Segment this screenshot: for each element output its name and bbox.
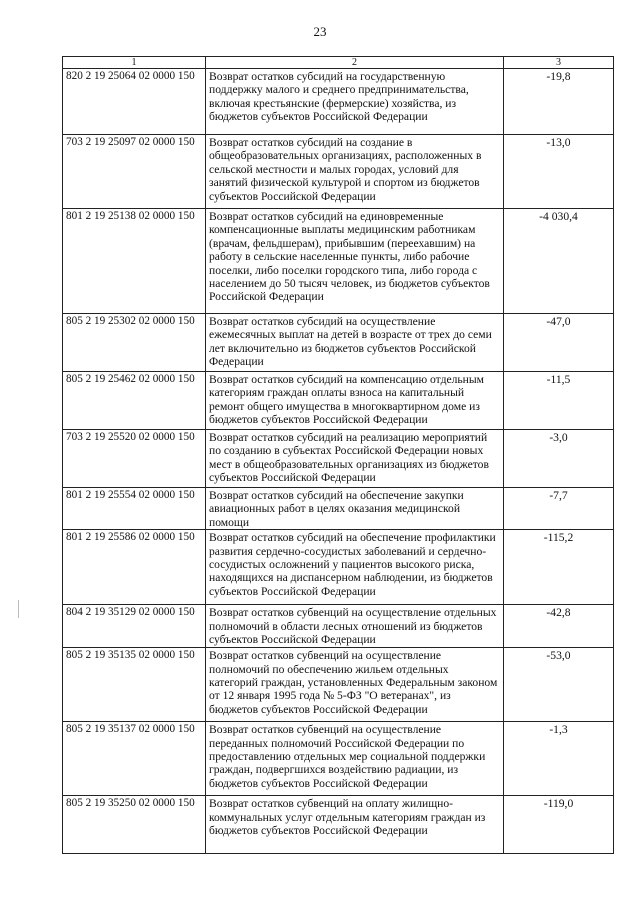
table-row bbox=[63, 430, 614, 488]
budget-table bbox=[62, 56, 614, 854]
scan-margin-mark bbox=[18, 600, 19, 618]
table-row bbox=[63, 69, 614, 135]
row-description: Возврат остатков субсидий на обеспечение закупки авиационных работ в целях оказания медицинской помощи bbox=[206, 488, 504, 530]
row-amount: -7,7 bbox=[504, 488, 614, 530]
budget-code: 801 2 19 25554 02 0000 150 bbox=[63, 488, 206, 530]
table-row bbox=[63, 135, 614, 209]
column-header-description: 2 bbox=[206, 57, 504, 69]
row-amount: -19,8 bbox=[504, 69, 614, 135]
budget-code: 801 2 19 25138 02 0000 150 bbox=[63, 209, 206, 314]
row-description: Возврат остатков субсидий на обеспечение профилактики развития сердечно-сосудистых заболеваний и сердечно-сосудистых осложнений у пациентов высокого риска, находящихся на диспансерном наблюдении, из бюджетов субъектов Российской Федерации bbox=[206, 530, 504, 605]
table-row bbox=[63, 796, 614, 854]
row-description: Возврат остатков субсидий на единовременные компенсационные выплаты медицинским работникам (врачам, фельдшерам), прибывшим (переехавшим) на работу в сельские населенные пункты, либо рабочие поселки, либо поселки городского типа, либо города с населением до 50 тысяч человек, из бюджетов субъектов Российской Федерации bbox=[206, 209, 504, 314]
row-amount: -42,8 bbox=[504, 605, 614, 648]
row-amount: -115,2 bbox=[504, 530, 614, 605]
header-row bbox=[63, 57, 614, 69]
row-description: Возврат остатков субвенций на оплату жилищно-коммунальных услуг отдельным категориям граждан из бюджетов субъектов Российской Федерации bbox=[206, 796, 504, 854]
table-row bbox=[63, 372, 614, 430]
budget-code: 804 2 19 35129 02 0000 150 bbox=[63, 605, 206, 648]
budget-code: 703 2 19 25097 02 0000 150 bbox=[63, 135, 206, 209]
table-row bbox=[63, 722, 614, 796]
table-row bbox=[63, 530, 614, 605]
row-description: Возврат остатков субвенций на осуществление отдельных полномочий в области лесных отношений из бюджетов субъектов Российской Федерации bbox=[206, 605, 504, 648]
column-header-amount: 3 bbox=[504, 57, 614, 69]
table-row bbox=[63, 648, 614, 722]
column-header-code: 1 bbox=[63, 57, 206, 69]
row-description: Возврат остатков субсидий на создание в общеобразовательных организациях, расположенных в сельской местности и малых городах, условий для занятий физической культурой и спортом из бюджетов субъектов Российской Федерации bbox=[206, 135, 504, 209]
row-amount: -1,3 bbox=[504, 722, 614, 796]
row-amount: -119,0 bbox=[504, 796, 614, 854]
row-description: Возврат остатков субсидий на реализацию мероприятий по созданию в субъектах Российской Федерации новых мест в общеобразовательных организациях из бюджетов субъектов Российской Федерации bbox=[206, 430, 504, 488]
budget-code: 805 2 19 35250 02 0000 150 bbox=[63, 796, 206, 854]
row-description: Возврат остатков субсидий на компенсацию отдельным категориям граждан оплаты взноса на капитальный ремонт общего имущества в многоквартирном доме из бюджетов субъектов Российской Федерации bbox=[206, 372, 504, 430]
table-row bbox=[63, 314, 614, 372]
budget-code: 703 2 19 25520 02 0000 150 bbox=[63, 430, 206, 488]
table-body bbox=[63, 69, 614, 854]
row-amount: -47,0 bbox=[504, 314, 614, 372]
budget-code: 820 2 19 25064 02 0000 150 bbox=[63, 69, 206, 135]
row-description: Возврат остатков субвенций на осуществление полномочий по обеспечению жильем отдельных категорий граждан, установленных Федеральным законом от 12 января 1995 года № 5-ФЗ "О ветеранах", из бюджетов субъектов Российской Федерации bbox=[206, 648, 504, 722]
table-row bbox=[63, 209, 614, 314]
budget-code: 805 2 19 25302 02 0000 150 bbox=[63, 314, 206, 372]
row-amount: -3,0 bbox=[504, 430, 614, 488]
row-amount: -4 030,4 bbox=[504, 209, 614, 314]
row-description: Возврат остатков субвенций на осуществление переданных полномочий Российской Федерации по предоставлению отдельных мер социальной поддержки граждан, подвергшихся воздействию радиации, из бюджетов субъектов Российской Федерации bbox=[206, 722, 504, 796]
budget-code: 805 2 19 35137 02 0000 150 bbox=[63, 722, 206, 796]
table-header bbox=[63, 57, 614, 69]
budget-code: 805 2 19 35135 02 0000 150 bbox=[63, 648, 206, 722]
row-amount: -13,0 bbox=[504, 135, 614, 209]
budget-code: 801 2 19 25586 02 0000 150 bbox=[63, 530, 206, 605]
table-row bbox=[63, 488, 614, 530]
row-amount: -53,0 bbox=[504, 648, 614, 722]
row-description: Возврат остатков субсидий на осуществление ежемесячных выплат на детей в возрасте от трех до семи лет включительно из бюджетов субъектов Российской Федерации bbox=[206, 314, 504, 372]
budget-code: 805 2 19 25462 02 0000 150 bbox=[63, 372, 206, 430]
page-number: 23 bbox=[313, 24, 327, 39]
row-amount: -11,5 bbox=[504, 372, 614, 430]
table-row bbox=[63, 605, 614, 648]
row-description: Возврат остатков субсидий на государственную поддержку малого и среднего предпринимательства, включая крестьянские (фермерские) хозяйства, из бюджетов субъектов Российской Федерации bbox=[206, 69, 504, 135]
